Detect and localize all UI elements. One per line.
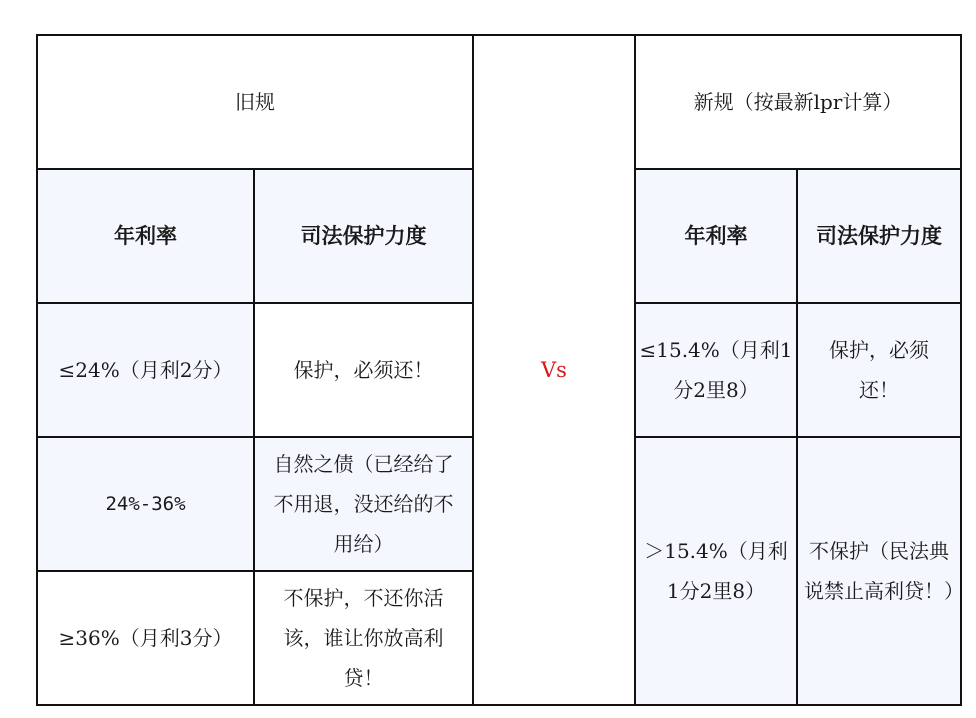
old-col-header-rate-text: 年利率: [114, 223, 177, 248]
old-row-1-rate: [36, 302, 255, 438]
old-row-3-protection-text: 不保护，不还你活该，谁让你放高利贷！: [283, 586, 444, 690]
new-row-2-protection: [796, 436, 962, 706]
new-row-1-rate: [634, 302, 798, 438]
new-col-header-protection: [796, 168, 962, 304]
old-rules-title-text: 旧规: [235, 90, 275, 114]
old-row-3-protection: [253, 570, 474, 706]
old-col-header-protection: [253, 168, 474, 304]
old-row-1-rate-text: ≤24%（月利2分）: [58, 358, 233, 382]
new-row-1-protection-text: 保护，必须还！: [829, 338, 929, 402]
old-col-header-rate: [36, 168, 255, 304]
old-col-header-protection-text: 司法保护力度: [300, 223, 427, 248]
new-row-2-rate-text: ＞15.4%（月利1分2里8）: [644, 539, 788, 603]
new-row-1-rate-text: ≤15.4%（月利1分2里8）: [639, 338, 793, 402]
versus-column: [472, 34, 636, 706]
old-row-3-rate-text: ≥36%（月利3分）: [58, 626, 233, 650]
new-row-2-protection-text: 不保护（民法典说禁止高利贷！）: [804, 539, 964, 603]
old-row-2-protection: [253, 436, 474, 572]
new-col-header-rate-text: 年利率: [684, 223, 748, 248]
new-rules-title-text: 新规（按最新lpr计算）: [693, 90, 903, 114]
old-rules-title: [36, 34, 474, 170]
new-col-header-protection-text: 司法保护力度: [816, 223, 942, 248]
old-row-1-protection-text: 保护，必须还！: [293, 358, 434, 382]
old-row-3-rate: [36, 570, 255, 706]
versus-label: Vs: [541, 358, 567, 382]
new-row-1-protection: [796, 302, 962, 438]
old-row-2-protection-text: 自然之债（已经给了不用退，没还给的不用给）: [273, 452, 454, 556]
new-row-2-rate: [634, 436, 798, 706]
old-row-2-rate-text: 24%-36%: [105, 493, 186, 515]
old-row-2-rate: [36, 436, 255, 572]
new-rules-title: [634, 34, 962, 170]
new-col-header-rate: [634, 168, 798, 304]
old-row-1-protection: [253, 302, 474, 438]
